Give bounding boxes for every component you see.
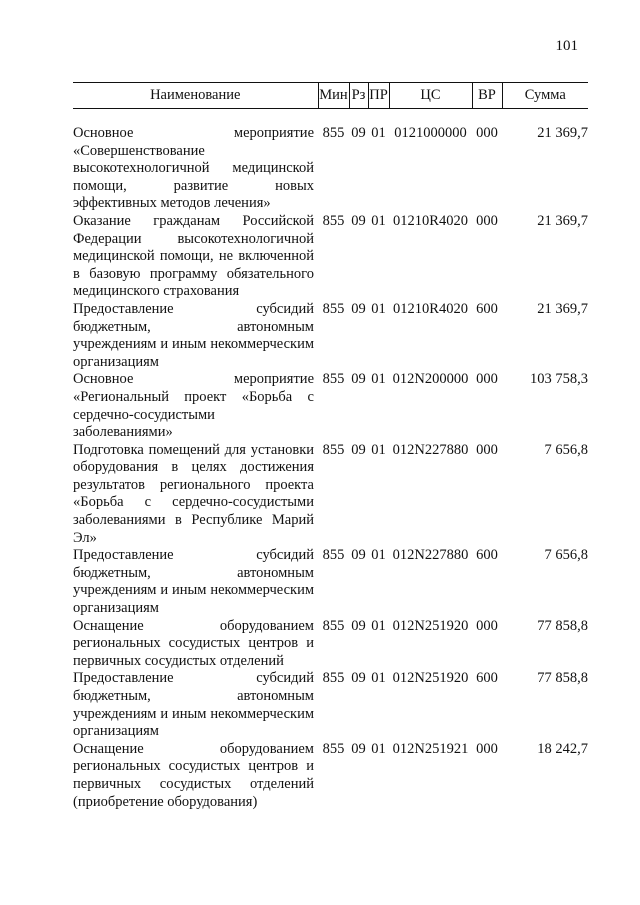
row-vr-cell: 000 bbox=[476, 740, 498, 757]
row-cs-cell: 01210R4020 bbox=[393, 300, 468, 317]
row-sum-cell: 77 858,8 bbox=[537, 670, 588, 687]
header-name: Наименование bbox=[73, 83, 318, 109]
row-name-cell: Основное мероприятие «Региональный проект «Борьба с сердечно-сосудистыми заболеваниями» bbox=[73, 371, 314, 441]
row-name-cell: Предоставление субсидий бюджетным, автономным учреждениям и иным некоммерческим организациям bbox=[73, 300, 314, 370]
header-min: Мин bbox=[318, 83, 349, 109]
row-name-cell: Предоставление субсидий бюджетным, автономным учреждениям и иным некоммерческим организациям bbox=[73, 547, 314, 617]
row-vr-cell: 000 bbox=[476, 125, 498, 141]
row-sum-cell: 77 858,8 bbox=[537, 617, 588, 634]
row-cs-cell: 012N251920 bbox=[392, 617, 469, 634]
row-name-cell: Оснащение оборудованием региональных сосудистых центров и первичных сосудистых отделений bbox=[73, 617, 314, 669]
row-rz-cell: 09 bbox=[351, 300, 366, 317]
row-sum-cell: 7 656,8 bbox=[544, 547, 588, 564]
row-rz-cell: 09 bbox=[351, 371, 366, 388]
row-min-cell: 855 bbox=[322, 670, 345, 687]
table-header bbox=[73, 83, 588, 109]
row-min-cell: 855 bbox=[322, 617, 345, 634]
row-pr-cell: 01 bbox=[371, 300, 386, 317]
row-rz-cell: 09 bbox=[351, 547, 366, 564]
row-name-cell: Оказание гражданам Российской Федерации высокотехнологичной медицинской помощи, не включенной в базовую программу обязательного медицинского страхования bbox=[73, 212, 314, 300]
table-row bbox=[73, 213, 588, 301]
row-pr-cell: 01 bbox=[371, 547, 386, 564]
row-vr-cell: 600 bbox=[476, 670, 498, 687]
row-rz-cell: 09 bbox=[351, 212, 366, 229]
row-min-cell: 855 bbox=[322, 125, 345, 141]
row-name-cell: Предоставление субсидий бюджетным, автономным учреждениям и иным некоммерческим организациям bbox=[73, 670, 314, 740]
row-pr-cell: 01 bbox=[371, 371, 386, 388]
header-vr: ВР bbox=[472, 83, 502, 109]
row-vr-cell: 000 bbox=[476, 212, 498, 229]
row-rz-cell: 09 bbox=[351, 670, 366, 687]
row-vr-cell: 000 bbox=[476, 617, 498, 634]
row-min-cell: 855 bbox=[322, 547, 345, 564]
header-cs: ЦС bbox=[389, 83, 472, 109]
row-pr-cell: 01 bbox=[371, 441, 386, 458]
row-pr-cell: 01 bbox=[371, 212, 386, 229]
row-cs-cell: 012N227880 bbox=[392, 547, 469, 564]
page-number: 101 bbox=[555, 38, 578, 54]
row-pr-cell: 01 bbox=[371, 670, 386, 687]
row-rz-cell: 09 bbox=[351, 617, 366, 634]
row-pr-cell: 01 bbox=[371, 617, 386, 634]
row-cs-cell: 012N200000 bbox=[392, 371, 469, 388]
row-cs-cell: 01210R4020 bbox=[393, 212, 468, 229]
budget-table bbox=[73, 82, 588, 811]
row-name-cell: Подготовка помещений для установки оборудования в целях достижения результатов регионального проекта «Борьба с сердечно-сосудистыми заболеваниями в Республике Марий Эл» bbox=[73, 441, 314, 546]
table-row bbox=[73, 371, 588, 441]
row-name-cell: Основное мероприятие «Совершенствование высокотехнологичной медицинской помощи, развитие новых эффективных методов лечения» bbox=[73, 125, 314, 212]
row-min-cell: 855 bbox=[322, 740, 345, 757]
table-row bbox=[73, 741, 588, 811]
row-vr-cell: 000 bbox=[476, 371, 498, 388]
row-vr-cell: 600 bbox=[476, 300, 498, 317]
table-row bbox=[73, 301, 588, 371]
row-rz-cell: 09 bbox=[351, 441, 366, 458]
row-pr-cell: 01 bbox=[371, 740, 386, 757]
table-row bbox=[73, 547, 588, 617]
table-body bbox=[73, 109, 588, 812]
table-row bbox=[73, 618, 588, 671]
table-row bbox=[73, 442, 588, 548]
row-cs-cell: 012N227880 bbox=[392, 441, 469, 458]
table-row bbox=[73, 670, 588, 740]
row-rz-cell: 09 bbox=[351, 125, 366, 141]
row-cs-cell: 0121000000 bbox=[394, 125, 467, 141]
row-min-cell: 855 bbox=[322, 300, 345, 317]
row-sum-cell: 21 369,7 bbox=[537, 300, 588, 317]
row-min-cell: 855 bbox=[322, 441, 345, 458]
row-sum-cell: 21 369,7 bbox=[537, 125, 588, 141]
header-rz: Рз bbox=[349, 83, 368, 109]
row-sum-cell: 18 242,7 bbox=[537, 740, 588, 757]
row-min-cell: 855 bbox=[322, 212, 345, 229]
row-cs-cell: 012N251921 bbox=[392, 740, 469, 757]
row-pr-cell: 01 bbox=[371, 125, 386, 141]
table-row bbox=[73, 109, 588, 213]
row-name-cell: Оснащение оборудованием региональных сосудистых центров и первичных сосудистых отделений (приобретение оборудования) bbox=[73, 740, 314, 810]
header-pr: ПР bbox=[368, 83, 389, 109]
row-sum-cell: 103 758,3 bbox=[530, 371, 588, 388]
row-cs-cell: 012N251920 bbox=[392, 670, 469, 687]
row-sum-cell: 7 656,8 bbox=[544, 441, 588, 458]
row-vr-cell: 600 bbox=[476, 547, 498, 564]
row-vr-cell: 000 bbox=[476, 441, 498, 458]
row-min-cell: 855 bbox=[322, 371, 345, 388]
row-rz-cell: 09 bbox=[351, 740, 366, 757]
header-sum: Сумма bbox=[502, 83, 588, 109]
row-sum-cell: 21 369,7 bbox=[537, 212, 588, 229]
